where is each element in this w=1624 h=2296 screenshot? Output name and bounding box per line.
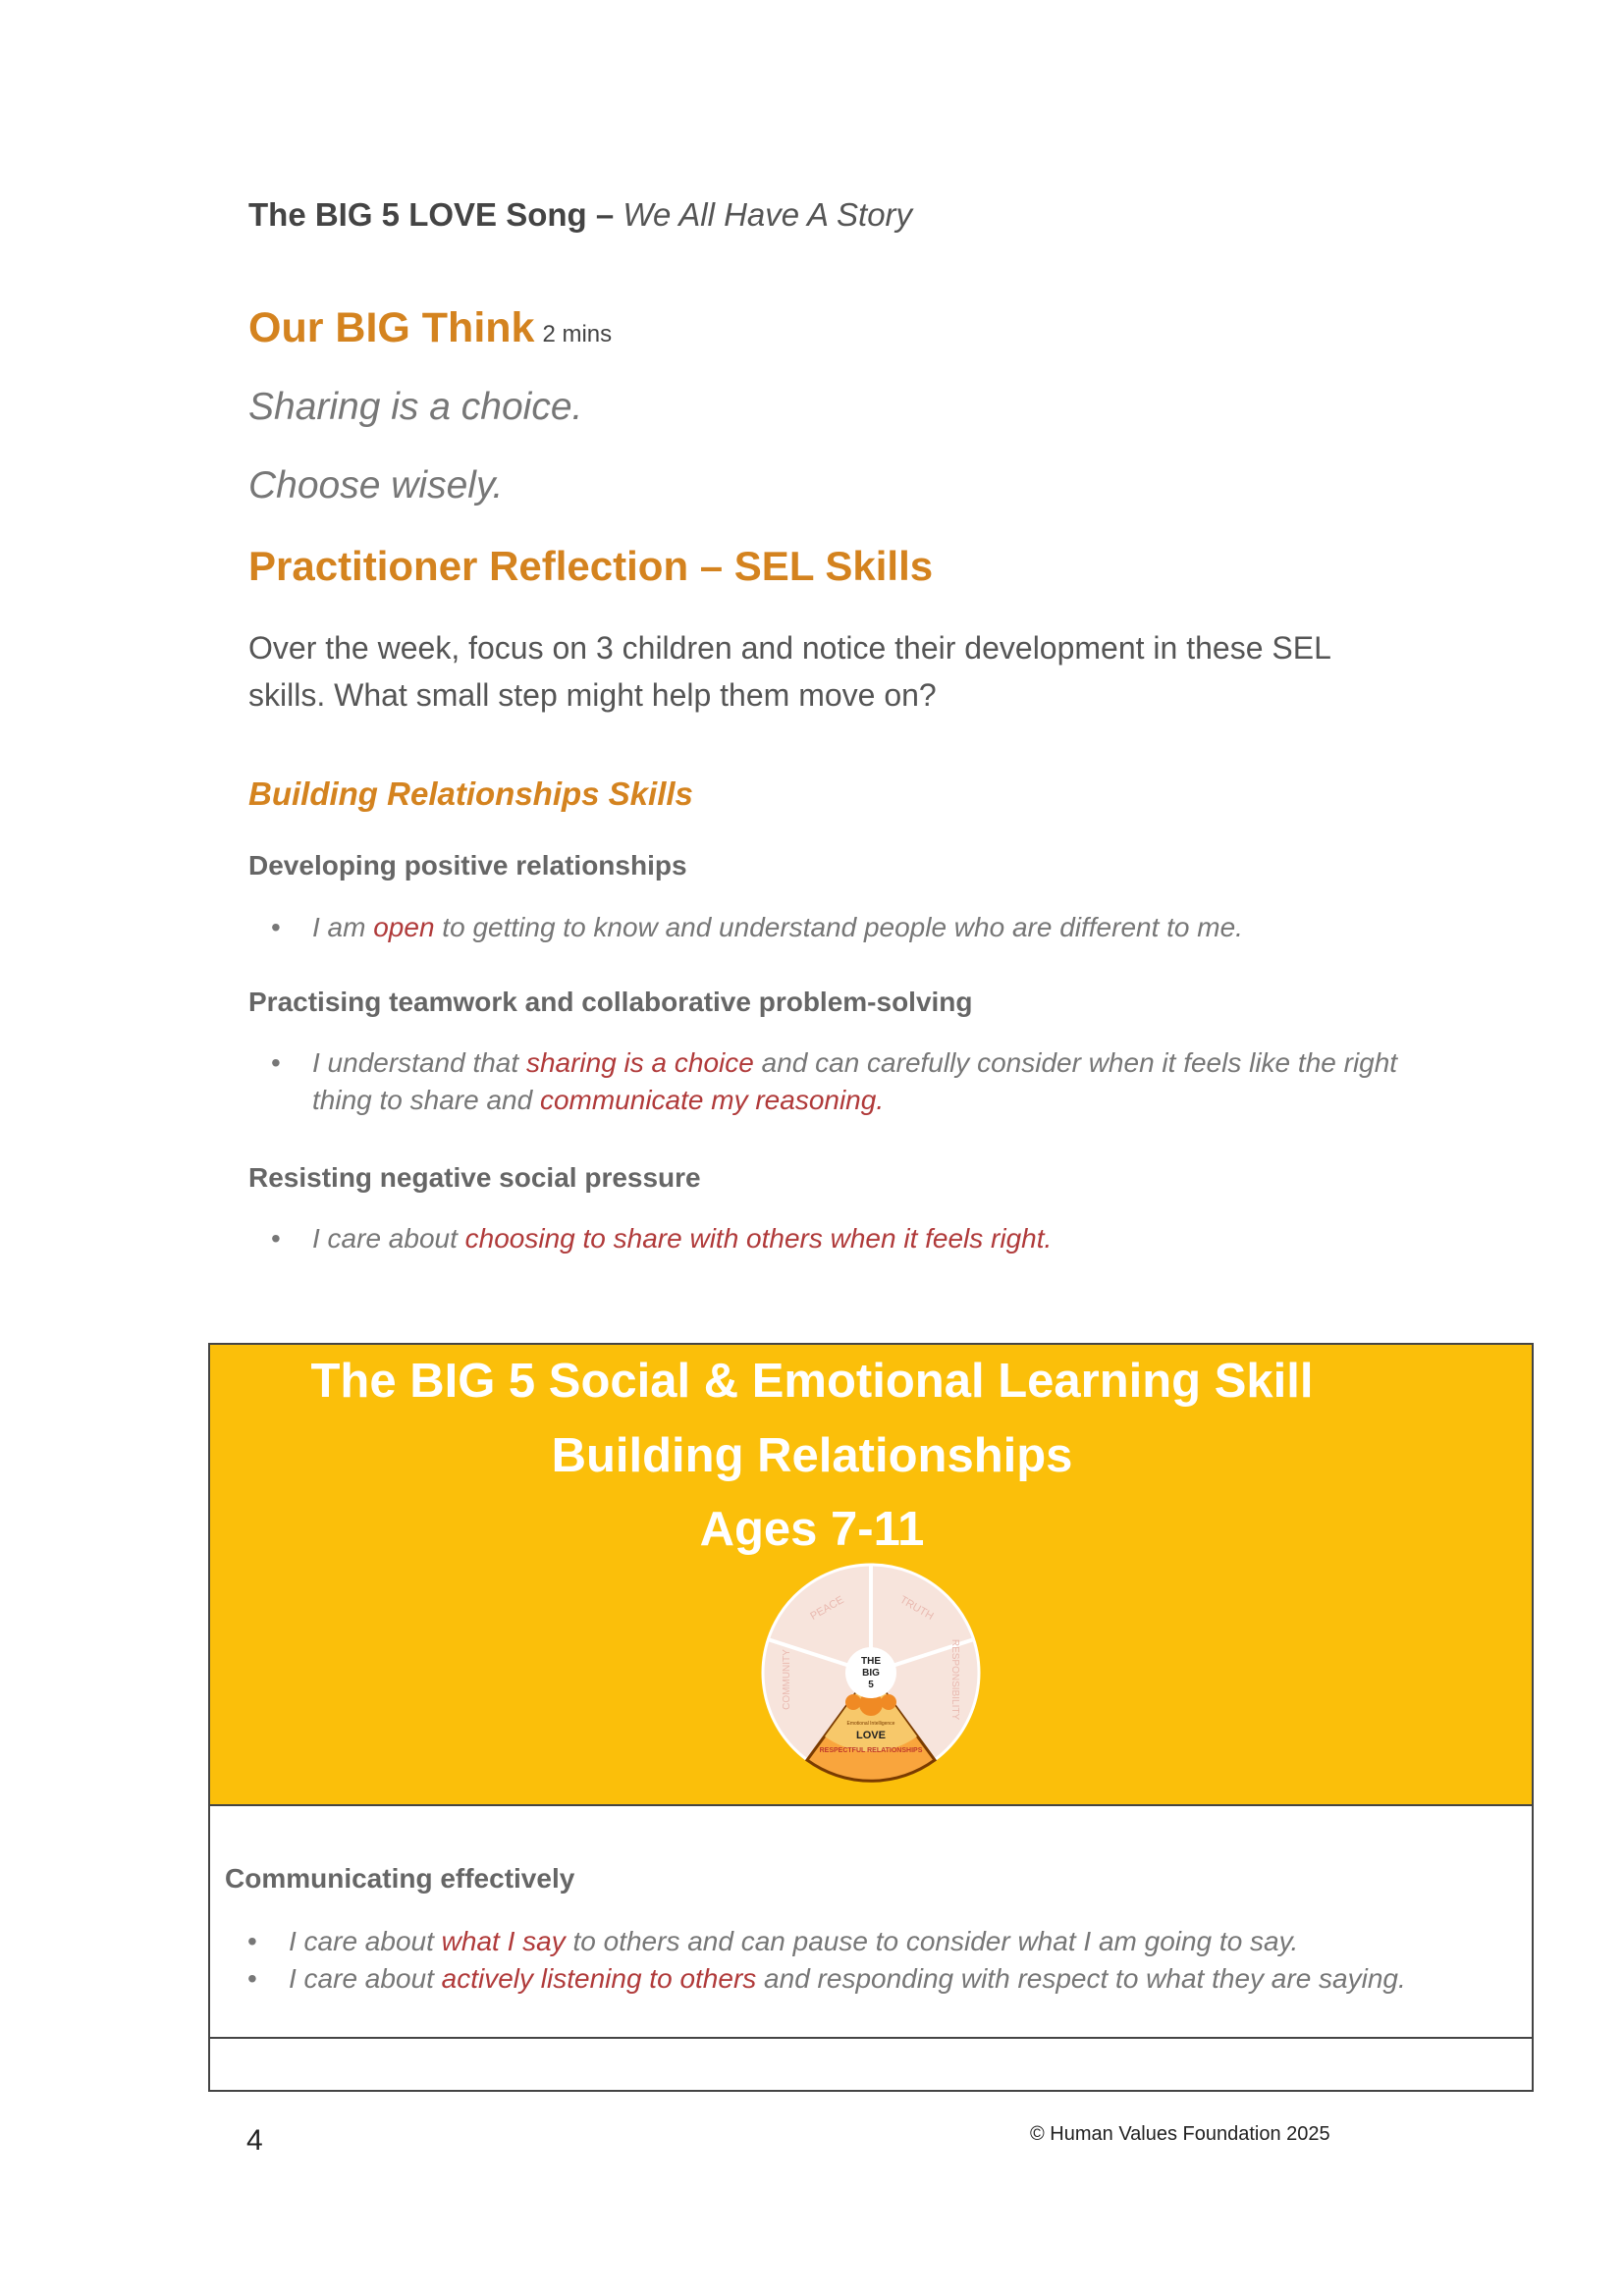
copyright-notice: © Human Values Foundation 2025 <box>1030 2123 1330 2145</box>
skills-heading: Building Relationships Skills <box>248 775 693 812</box>
highlight: actively listening to others <box>441 1963 757 1994</box>
skill-bullet <box>271 1220 1400 1257</box>
highlight: sharing is a choice <box>525 1047 754 1078</box>
wheel-center-2: BIG <box>862 1668 880 1679</box>
banner-line-2: Building Relationships <box>551 1429 1073 1482</box>
wheel-segment-peace: PEACE <box>808 1593 846 1623</box>
page-number: 4 <box>246 2124 263 2157</box>
bullet-text: I am open to getting to know and understand people who are different to me. <box>312 912 1243 942</box>
bullet-dot-icon: • <box>271 1047 281 1078</box>
big-think-duration: 2 mins <box>542 321 613 347</box>
highlight: choosing to share with others when it feels right. <box>464 1223 1053 1254</box>
bullet-text: I care about what I say to others and can pause to consider what I am going to say. <box>289 1926 1299 1956</box>
big-think-title: Our BIG Think <box>248 304 535 351</box>
highlight: open <box>373 912 435 942</box>
bullet-dot-icon: • <box>247 1963 257 1994</box>
skill-section-title: Practising teamwork and collaborative problem-solving <box>248 987 973 1017</box>
wheel-center-3: 5 <box>868 1680 874 1690</box>
big-think-heading <box>248 304 612 352</box>
wheel-segment-responsibility: RESPONSIBILITY <box>949 1638 960 1721</box>
skill-section-title: Developing positive relationships <box>248 850 687 881</box>
banner-line-1: The BIG 5 Social & Emotional Learning Skill <box>310 1355 1314 1408</box>
skill-section-title: Resisting negative social pressure <box>248 1162 701 1193</box>
table-row-divider <box>208 2037 1534 2039</box>
bullet-dot-icon: • <box>271 912 281 942</box>
comm-bullet <box>247 1923 1524 1960</box>
song-title-bold: The BIG 5 LOVE Song – <box>248 196 623 233</box>
reflection-intro: Over the week, focus on 3 children and notice their development in these SEL skills. What small step might help them move on? <box>248 630 1330 713</box>
wheel-segment-community: COMMUNITY <box>782 1649 792 1710</box>
bullet-text: I understand that sharing is a choice and can carefully consider when it feels like the right thing to share and communicate my reasoning. <box>312 1047 1398 1115</box>
wheel-love-top: Emotional Intelligence <box>846 1721 895 1727</box>
song-title-italic: We All Have A Story <box>623 196 913 233</box>
bullet-dot-icon: • <box>271 1223 281 1254</box>
skill-bullet <box>271 1044 1400 1119</box>
big-think-line-1: Sharing is a choice. <box>248 386 583 428</box>
big5-wheel-icon <box>760 1562 982 1784</box>
reflection-heading: Practitioner Reflection – SEL Skills <box>248 543 934 589</box>
communicating-heading: Communicating effectively <box>225 1863 575 1894</box>
highlight: communicate my reasoning. <box>539 1085 885 1115</box>
bullet-text: I care about choosing to share with others when it feels right. <box>312 1223 1053 1254</box>
skill-bullet <box>271 909 1400 946</box>
comm-bullet <box>247 1960 1524 1998</box>
highlight: what I say <box>441 1926 566 1956</box>
wheel-segment-truth: TRUTH <box>897 1593 936 1623</box>
wheel-love-caption: RESPECTFUL RELATIONSHIPS <box>819 1747 923 1754</box>
big-think-line-2: Choose wisely. <box>248 464 504 507</box>
banner-line-3: Ages 7-11 <box>699 1503 925 1556</box>
bullet-dot-icon: • <box>247 1926 257 1956</box>
wheel-center-1: THE <box>861 1656 881 1667</box>
song-title <box>248 196 912 234</box>
bullet-text: I care about actively listening to others and responding with respect to what they are saying. <box>289 1963 1406 1994</box>
wheel-love-label: LOVE <box>856 1730 886 1741</box>
